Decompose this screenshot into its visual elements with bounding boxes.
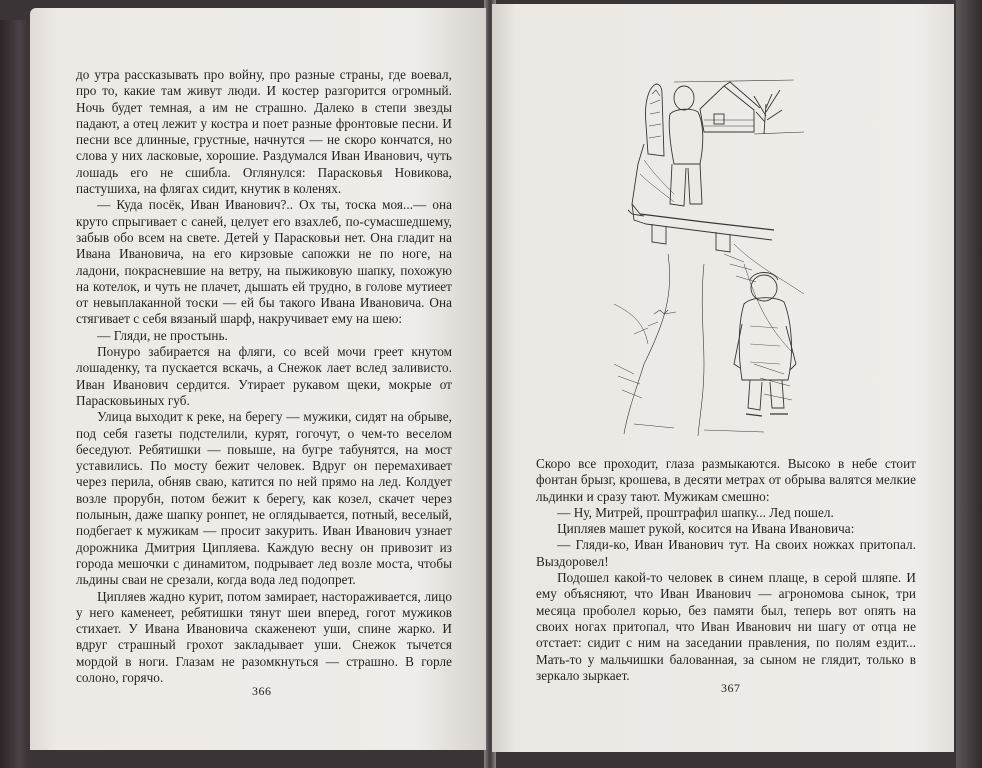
book-cover-left-edge [0,20,28,768]
paragraph: — Куда посёк, Иван Иванович?.. Ох ты, тоска моя...— она круто спрыгивает с саней, целует его взахлеб, по-сумасшедшему, забыв обо всем на свете. Детей у Парасковьи нет. Она гладит на Ивана Ивановича, на его кирзовые сапожки не по ноге, на ладони, покрасневшие на ветру, на пыжиковую шапку, похожую на котелок, и чуть не плачет, дышать ей трудно, в голове мутиеет от невыплаканной тоски — ей бы такого Ивана Ивановича. Она стягивает с себя вязаный шарф, накручивает ему на шею: [76,197,452,327]
paragraph: Понуро забирается на фляги, со всей мочи греет кнутом лошаденку, та пускается вскачь, а Снежок лает вслед заливисто. Иван Иванович сердится. Утирает рукавом щеки, мокрые от Парасковьиных губ. [76,344,452,408]
paragraph: — Гляди-ко, Иван Иванович тут. На своих ножках притопал. Выздоровел! [536,537,916,569]
page-number: 367 [721,681,741,695]
sketch-sled-and-child-illustration [604,64,816,442]
paragraph: Скоро все проходит, глаза размыкаются. Высоко в небе стоит фонтан брызг, крошева, в десяти метрах от обрыва валятся мелкие льдинки и сразу тают. Мужикам смешно: [536,456,916,504]
paragraph: — Ну, Митрей, проштрафил шапку... Лед пошел. [557,504,834,520]
right-page-text [536,456,916,684]
paragraph: Ципляев машет рукой, косится на Ивана Ивановича: [557,521,855,537]
book-cover-right-edge [956,0,982,768]
paragraph: до утра рассказывать про войну, про разные страны, где воевал, про то, какие там живут люди. И костер разгорится огромный. Ночь будет темная, а им не страшно. Далеко в степи звезды падают, а отец лежит у костра и поет разные фронтовые песни. И песни все длинные, грустные, начнутся — не скоро кончатся, но слова у них ласковые, хорошие. Раздумался Иван Иванович, чуть лошадь его не сшибла. Оглянулся: Парасковья Новикова, пастушиха, на флягах сидит, кнутик в коленях. [76,67,452,197]
page-number: 366 [252,684,272,698]
paragraph: Ципляев жадно курит, потом замирает, настораживается, лицо у него каменеет, ребятишки тянут шеи вперед, гогот мужиков стихает. У Ивана Ивановича скаженеют уши, спине жарко. И вдруг страшный грохот закладывает уши. Снежок тычется мордой в ноги. Глазам не разомкнуться — страшно. В горле солоно, горячо. [76,588,452,685]
paragraph: Подошел какой-то человек в синем плаще, в серой шляпе. И ему объясняют, что Иван Иванович — агрономова сынок, три месяца проболел корью, без памяти был, теперь вот опять на своих ногах притопал, что Иван Иванович ни шагу от отца не отстает: сидит с ним на заседании правления, по полям ездит... Мать-то у мальчишки балованная, за сыном не глядит, только в зеркало зыркает. [536,570,916,683]
paragraph: — Гляди, не простынь. [97,327,228,343]
left-page [30,8,486,750]
left-page-text [76,67,452,686]
paragraph: Улица выходит к реке, на берегу — мужики, сидят на обрыве, под себя газеты подстелили, курят, гогочут, о чем-то веселом беседуют. Ребятишки — повыше, на бугре табунятся, на мост уставились. По мосту бежит человек. Вдруг он перемахивает через перила, обняв сваю, катится по ней прямо на лед. Колдует возле прорубн, потом бежит к берегу, как козел, скачет через полынын, даже шапку ронпет, не оглядывается, потный, веселый, подбегает к мужикам — просит закурить. Иван Иванович узнает дорожника Дмитрия Ципляева. Каждую весну он привозит из города мешочки с динамитом, подрывает лед возле моста, чтобы льдины сваи не срезали, когда вода лед подопрет. [76,409,452,588]
right-page [492,4,954,752]
